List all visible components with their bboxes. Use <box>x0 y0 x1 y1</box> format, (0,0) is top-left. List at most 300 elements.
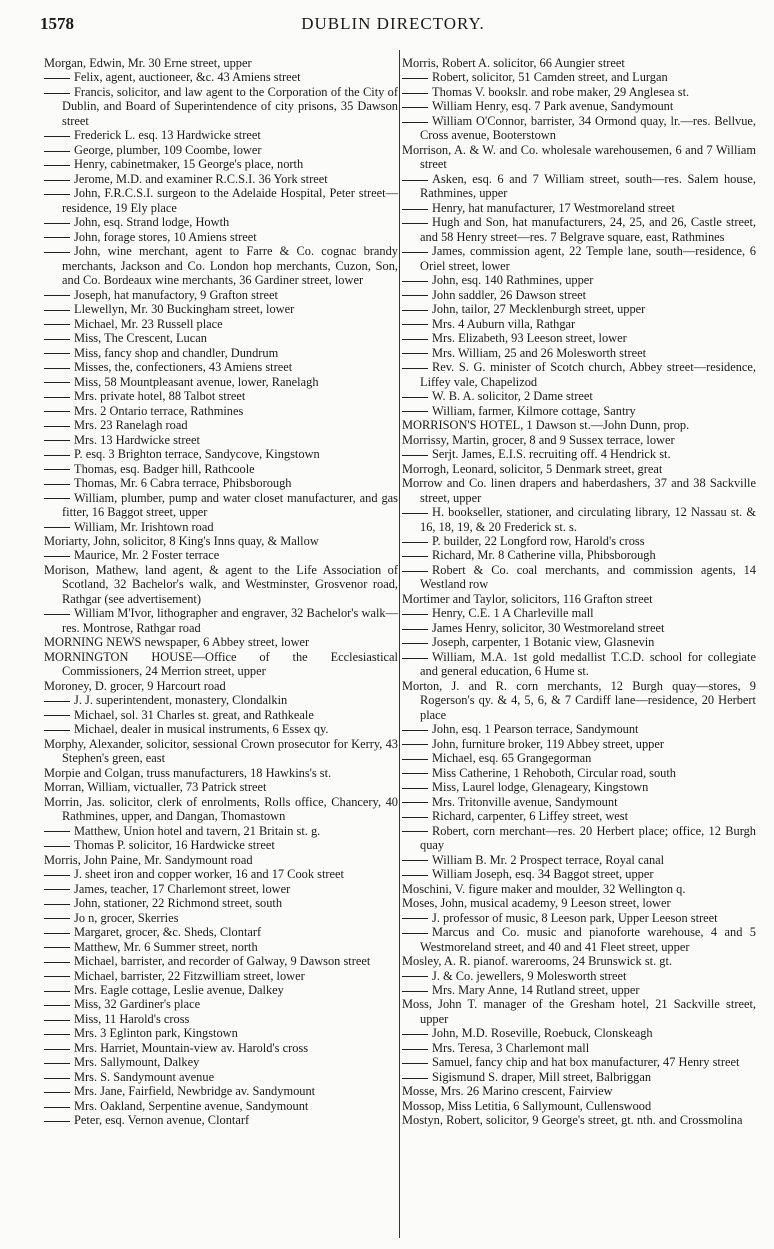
directory-entry <box>402 635 756 649</box>
ditto-dash <box>44 223 70 224</box>
entry-text: George, plumber, 109 Coombe, lower <box>74 142 262 157</box>
entry-text: Michael, barrister, and recorder of Galway, 9 Dawson street <box>74 954 371 969</box>
ditto-dash <box>402 281 428 282</box>
directory-entry <box>402 824 756 853</box>
entry-text: Morison, Mathew, land agent, & agent to the Life Association of Scotland, 32 Bachelor's walk, and Westminster, Grosvenor road, Rathgar (see advertisement) <box>44 562 398 606</box>
ditto-dash <box>402 252 428 253</box>
directory-entry <box>402 143 756 172</box>
ditto-dash <box>44 991 70 992</box>
directory-entry <box>44 824 398 838</box>
ditto-dash <box>402 122 428 123</box>
entry-text: John, forage stores, 10 Amiens street <box>74 229 257 244</box>
directory-entry <box>44 534 398 548</box>
entry-text: William Henry, esq. 7 Park avenue, Sandymount <box>432 99 674 114</box>
ditto-dash <box>402 730 428 731</box>
ditto-dash <box>402 209 428 210</box>
directory-entry <box>44 1070 398 1084</box>
entry-text: Morpie and Colgan, truss manufacturers, 18 Hawkins's st. <box>44 765 332 780</box>
entry-text: Rev. S. G. minister of Scotch church, Abbey street—residence, Liffey vale, Chapelizod <box>420 360 756 389</box>
ditto-dash <box>402 513 428 514</box>
directory-entry <box>402 85 756 99</box>
ditto-dash <box>402 107 428 108</box>
entry-text: P. builder, 22 Longford row, Harold's cross <box>432 533 645 548</box>
entry-text: J. & Co. jewellers, 9 Molesworth street <box>432 968 627 983</box>
ditto-dash <box>44 295 70 296</box>
ditto-dash <box>44 527 70 528</box>
entry-text: MORRISON'S HOTEL, 1 Dawson st.—John Dunn, prop. <box>402 418 690 433</box>
directory-entry <box>402 331 756 345</box>
entry-text: Matthew, Union hotel and tavern, 21 Britain st. g. <box>74 823 321 838</box>
directory-entry <box>44 244 398 287</box>
directory-entry <box>44 650 398 679</box>
entry-text: MORNINGTON HOUSE—Office of the Ecclesiastical Commissioners, 24 Merrion street, upper <box>44 649 398 679</box>
entry-text: Mrs. 2 Ontario terrace, Rathmines <box>74 403 244 418</box>
directory-entry <box>402 70 756 84</box>
directory-entry <box>402 1055 756 1069</box>
directory-entry <box>402 346 756 360</box>
directory-entry <box>402 548 756 562</box>
directory-entry <box>44 722 398 736</box>
ditto-dash <box>402 629 428 630</box>
entry-text: Margaret, grocer, &c. Sheds, Clontarf <box>74 925 262 940</box>
entry-text: Mrs. Harriet, Mountain-view av. Harold's cross <box>74 1040 309 1055</box>
entry-text: John saddler, 26 Dawson street <box>432 287 587 302</box>
entry-text: Moses, John, musical academy, 9 Leeson street, lower <box>402 896 671 911</box>
directory-entry <box>402 592 756 606</box>
entry-text: Miss, 58 Mountpleasant avenue, lower, Ranelagh <box>74 374 319 389</box>
directory-entry <box>402 722 756 736</box>
ditto-dash <box>402 933 428 934</box>
entry-text: J. sheet iron and copper worker, 16 and 17 Cook street <box>74 867 344 882</box>
directory-entry <box>44 708 398 722</box>
ditto-dash <box>402 542 428 543</box>
entry-text: Robert & Co. coal merchants, and commission agents, 14 Westland row <box>420 562 756 592</box>
entry-text: Henry, cabinetmaker, 15 George's place, north <box>74 157 304 172</box>
directory-entry <box>402 1084 756 1098</box>
entry-text: William O'Connor, barrister, 34 Ormond quay, lr.—res. Bellvue, Cross avenue, Booterstown <box>420 113 756 143</box>
directory-entry <box>402 882 756 896</box>
entry-text: Morris, Robert A. solicitor, 66 Aungier street <box>402 56 625 70</box>
entry-text: Mrs. 3 Eglinton park, Kingstown <box>74 1026 238 1041</box>
directory-entry <box>44 969 398 983</box>
entry-text: Marcus and Co. music and pianoforte warehouse, 4 and 5 Westmoreland street, and 40 and 41 Fleet street, upper <box>420 925 756 954</box>
directory-entry <box>44 1026 398 1040</box>
ditto-dash <box>44 846 70 847</box>
directory-entry <box>44 302 398 316</box>
column-divider <box>399 50 400 1238</box>
entry-text: Morgan, Edwin, Mr. 30 Erne street, upper <box>44 56 252 70</box>
ditto-dash <box>402 180 428 181</box>
directory-entry <box>402 215 756 244</box>
entry-text: William B. Mr. 2 Prospect terrace, Royal canal <box>432 852 665 867</box>
entry-text: Morrison, A. & W. and Co. wholesale warehousemen, 6 and 7 William street <box>402 142 756 172</box>
ditto-dash <box>402 1078 428 1079</box>
right-column <box>402 56 756 1128</box>
directory-entry <box>44 172 398 186</box>
ditto-dash <box>44 382 70 383</box>
directory-entry <box>44 404 398 418</box>
entry-text: Mortimer and Taylor, solicitors, 116 Grafton street <box>402 591 653 606</box>
directory-entry <box>44 56 398 70</box>
ditto-dash <box>44 411 70 412</box>
directory-entry <box>402 751 756 765</box>
directory-entry <box>402 172 756 201</box>
directory-entry <box>402 317 756 331</box>
ditto-dash <box>402 455 428 456</box>
ditto-dash <box>44 324 70 325</box>
ditto-dash <box>402 614 428 615</box>
entry-text: Richard, carpenter, 6 Liffey street, west <box>432 809 629 824</box>
directory-entry <box>402 534 756 548</box>
entry-text: Mosse, Mrs. 26 Marino crescent, Fairview <box>402 1084 613 1099</box>
ditto-dash <box>402 339 428 340</box>
directory-entry <box>44 360 398 374</box>
entry-text: W. B. A. solicitor, 2 Dame street <box>432 389 593 404</box>
directory-entry <box>402 925 756 954</box>
ditto-dash <box>44 715 70 716</box>
directory-entry <box>402 809 756 823</box>
entry-text: William, plumber, pump and water closet manufacturer, and gas fitter, 16 Baggot street, upper <box>62 490 398 520</box>
ditto-dash <box>44 397 70 398</box>
entry-text: J. professor of music, 8 Leeson park, Upper Leeson street <box>432 910 718 925</box>
entry-text: Mrs. 13 Hardwicke street <box>74 432 200 447</box>
entry-text: Llewellyn, Mr. 30 Buckingham street, lower <box>74 302 295 317</box>
directory-entry <box>44 896 398 910</box>
ditto-dash <box>44 440 70 441</box>
entry-text: Mrs. Eagle cottage, Leslie avenue, Dalkey <box>74 983 284 997</box>
ditto-dash <box>402 78 428 79</box>
ditto-dash <box>402 860 428 861</box>
ditto-dash <box>44 556 70 557</box>
directory-entry <box>402 56 756 70</box>
ditto-dash <box>44 237 70 238</box>
left-column <box>44 56 398 1128</box>
directory-entry <box>44 491 398 520</box>
ditto-dash <box>44 353 70 354</box>
ditto-dash <box>44 976 70 977</box>
entry-text: Thomas P. solicitor, 16 Hardwicke street <box>74 838 275 853</box>
entry-text: Michael, esq. 65 Grangegorman <box>432 751 592 766</box>
ditto-dash <box>44 78 70 79</box>
directory-entry <box>402 273 756 287</box>
ditto-dash <box>44 165 70 166</box>
ditto-dash <box>44 93 70 94</box>
ditto-dash <box>402 353 428 354</box>
ditto-dash <box>44 339 70 340</box>
ditto-dash <box>44 498 70 499</box>
directory-entry <box>402 302 756 316</box>
directory-entry <box>44 288 398 302</box>
entry-text: Morrogh, Leonard, solicitor, 5 Denmark street, great <box>402 461 663 476</box>
entry-text: Peter, esq. Vernon avenue, Clontarf <box>74 1113 250 1128</box>
entry-text: Henry, C.E. 1 A Charleville mall <box>432 606 594 621</box>
directory-entry <box>44 940 398 954</box>
directory-entry <box>44 186 398 215</box>
directory-entry <box>402 99 756 113</box>
directory-entry <box>44 462 398 476</box>
directory-entry <box>44 70 398 84</box>
directory-entry <box>44 882 398 896</box>
directory-entry <box>44 954 398 968</box>
entry-text: Joseph, carpenter, 1 Botanic view, Glasnevin <box>432 635 655 650</box>
entry-text: Morton, J. and R. corn merchants, 12 Burgh quay—stores, 9 Rogerson's qy. & 4, 5, 6, & 7 Cardiff lane—residence, 20 Herbert place <box>402 678 756 722</box>
ditto-dash <box>44 933 70 934</box>
directory-entry <box>402 780 756 794</box>
entry-text: H. bookseller, stationer, and circulating library, 12 Nassau st. & 16, 18, 19, & 20 Frederick st. s. <box>420 505 756 534</box>
ditto-dash <box>44 1005 70 1006</box>
ditto-dash <box>44 875 70 876</box>
directory-entry <box>402 867 756 881</box>
directory-entry <box>44 1084 398 1098</box>
entry-text: Mrs. Mary Anne, 14 Rutland street, upper <box>432 983 640 997</box>
directory-entry <box>402 360 756 389</box>
directory-entry <box>44 128 398 142</box>
entry-text: James, teacher, 17 Charlemont street, lower <box>74 881 291 896</box>
ditto-dash <box>44 962 70 963</box>
directory-entry <box>44 1055 398 1069</box>
entry-text: Mrs. S. Sandymount avenue <box>74 1069 215 1084</box>
directory-entry <box>44 215 398 229</box>
entry-text: Sigismund S. draper, Mill street, Balbriggan <box>432 1069 652 1084</box>
ditto-dash <box>44 889 70 890</box>
ditto-dash <box>44 469 70 470</box>
entry-text: Mrs. Oakland, Serpentine avenue, Sandymount <box>74 1098 309 1113</box>
directory-entry <box>44 433 398 447</box>
directory-entry <box>44 331 398 345</box>
entry-text: John, stationer, 22 Richmond street, south <box>74 896 283 911</box>
entry-text: John, wine merchant, agent to Farre & Co. cognac brandy merchants, Jackson and Co. London hop merchants, Cuzon, Son, and Co. Bordeaux wine merchants, 36 Gardiner street, lower <box>62 244 398 288</box>
directory-entry <box>402 737 756 751</box>
ditto-dash <box>44 455 70 456</box>
directory-entry <box>402 606 756 620</box>
entry-text: Michael, Mr. 23 Russell place <box>74 316 223 331</box>
entry-text: William, farmer, Kilmore cottage, Santry <box>432 403 636 418</box>
ditto-dash <box>44 180 70 181</box>
directory-entry <box>44 418 398 432</box>
ditto-dash <box>402 918 428 919</box>
ditto-dash <box>402 223 428 224</box>
directory-entry <box>402 462 756 476</box>
directory-entry <box>402 563 756 592</box>
ditto-dash <box>402 295 428 296</box>
directory-entry <box>402 1041 756 1055</box>
ditto-dash <box>402 1034 428 1035</box>
entry-text: Miss, The Crescent, Lucan <box>74 331 207 346</box>
entry-text: William, Mr. Irishtown road <box>74 519 214 534</box>
directory-entry <box>44 780 398 794</box>
directory-entry <box>44 1113 398 1127</box>
directory-entry <box>44 520 398 534</box>
entry-text: John, tailor, 27 Mecklenburgh street, upper <box>432 302 646 317</box>
directory-entry <box>402 795 756 809</box>
directory-entry <box>402 404 756 418</box>
ditto-dash <box>402 411 428 412</box>
ditto-dash <box>44 151 70 152</box>
entry-text: Mrs. Jane, Fairfield, Newbridge av. Sandymount <box>74 1084 316 1099</box>
directory-entry <box>402 1070 756 1084</box>
directory-entry <box>44 838 398 852</box>
directory-entry <box>44 925 398 939</box>
entry-text: Thomas V. bookslr. and robe maker, 29 Anglesea st. <box>432 84 690 99</box>
directory-entry <box>402 418 756 432</box>
directory-entry <box>402 433 756 447</box>
entry-text: William Joseph, esq. 34 Baggot street, upper <box>432 867 654 882</box>
entry-text: Joseph, hat manufactory, 9 Grafton street <box>74 287 278 302</box>
directory-entry <box>402 476 756 505</box>
ditto-dash <box>44 1034 70 1035</box>
ditto-dash <box>44 904 70 905</box>
ditto-dash <box>44 730 70 731</box>
directory-entry <box>44 230 398 244</box>
entry-text: John, M.D. Roseville, Roebuck, Clonskeagh <box>432 1026 653 1041</box>
ditto-dash <box>44 701 70 702</box>
directory-entry <box>402 1113 756 1127</box>
directory-entry <box>402 621 756 635</box>
ditto-dash <box>44 426 70 427</box>
directory-entry <box>402 896 756 910</box>
directory-entry <box>44 693 398 707</box>
entry-text: Matthew, Mr. 6 Summer street, north <box>74 939 258 954</box>
ditto-dash <box>44 252 70 253</box>
entry-text: Mrs. 4 Auburn villa, Rathgar <box>432 316 576 331</box>
entry-text: Miss, 11 Harold's cross <box>74 1011 190 1026</box>
entry-text: Mossop, Miss Letitia, 6 Sallymount, Cullenswood <box>402 1098 652 1113</box>
directory-entry <box>402 244 756 273</box>
entry-text: Michael, sol. 31 Charles st. great, and Rathkeale <box>74 707 314 722</box>
entry-text: John, esq. 1 Pearson terrace, Sandymount <box>432 722 639 737</box>
directory-entry <box>44 911 398 925</box>
entry-text: James Henry, solicitor, 30 Westmoreland street <box>432 620 665 635</box>
page-header <box>40 14 746 40</box>
entry-text: Morris, John Paine, Mr. Sandymount road <box>44 852 253 867</box>
entry-text: Miss, Laurel lodge, Glenageary, Kingstown <box>432 780 649 795</box>
entry-text: Serjt. James, E.I.S. recruiting off. 4 Hendrick st. <box>432 447 671 462</box>
ditto-dash <box>402 802 428 803</box>
directory-entry <box>44 606 398 635</box>
ditto-dash <box>402 1049 428 1050</box>
entry-text: Mrs. Tritonville avenue, Sandymount <box>432 794 618 809</box>
directory-entry <box>44 317 398 331</box>
directory-entry <box>44 85 398 128</box>
directory-entry <box>44 157 398 171</box>
page-number: 1578 <box>40 14 74 33</box>
directory-entry <box>402 983 756 997</box>
directory-entry <box>44 476 398 490</box>
ditto-dash <box>44 614 70 615</box>
ditto-dash <box>44 918 70 919</box>
ditto-dash <box>402 976 428 977</box>
directory-entry <box>44 1041 398 1055</box>
directory-entry <box>402 201 756 215</box>
entry-text: J. J. superintendent, monastery, Clondalkin <box>74 693 288 708</box>
entry-text: Moss, John T. manager of the Gresham hotel, 21 Sackville street, upper <box>402 997 756 1026</box>
entry-text: Richard, Mr. 8 Catherine villa, Phibsborough <box>432 548 656 563</box>
ditto-dash <box>44 1020 70 1021</box>
entry-text: Asken, esq. 6 and 7 William street, south—res. Salem house, Rathmines, upper <box>420 171 756 201</box>
directory-entry <box>44 983 398 997</box>
entry-text: Francis, solicitor, and law agent to the Corporation of the City of Dublin, and Board of Superintendence of city prisons, 35 Dawson street <box>62 84 398 128</box>
directory-entry <box>44 447 398 461</box>
entry-text: Miss, 32 Gardiner's place <box>74 997 201 1012</box>
ditto-dash <box>402 788 428 789</box>
ditto-dash <box>402 1063 428 1064</box>
ditto-dash <box>402 831 428 832</box>
ditto-dash <box>44 484 70 485</box>
entry-text: Mostyn, Robert, solicitor, 9 George's street, gt. nth. and Crossmolina <box>402 1113 743 1128</box>
entry-text: Morphy, Alexander, solicitor, sessional Crown prosecutor for Kerry, 43 Stephen's green, east <box>44 736 398 766</box>
ditto-dash <box>402 744 428 745</box>
entry-text: Mrs. Sallymount, Dalkey <box>74 1055 200 1070</box>
directory-entry <box>402 911 756 925</box>
directory-entry <box>402 1099 756 1113</box>
ditto-dash <box>402 773 428 774</box>
ditto-dash <box>44 1078 70 1079</box>
directory-entry <box>402 650 756 679</box>
ditto-dash <box>402 310 428 311</box>
directory-entry <box>402 288 756 302</box>
ditto-dash <box>44 310 70 311</box>
entry-text: Moriarty, John, solicitor, 8 King's Inns quay, & Mallow <box>44 533 319 548</box>
directory-entry <box>44 346 398 360</box>
directory-entry <box>402 954 756 968</box>
directory-entry <box>44 997 398 1011</box>
directory-entry <box>44 867 398 881</box>
ditto-dash <box>402 93 428 94</box>
directory-entry <box>44 375 398 389</box>
entry-text: Robert, corn merchant—res. 20 Herbert place; office, 12 Burgh quay <box>420 823 756 853</box>
entry-text: Frederick L. esq. 13 Hardwicke street <box>74 128 261 143</box>
ditto-dash <box>402 658 428 659</box>
ditto-dash <box>44 1049 70 1050</box>
entry-text: Mrs. Teresa, 3 Charlemont mall <box>432 1040 590 1055</box>
directory-entry <box>44 635 398 649</box>
directory-entry <box>402 997 756 1026</box>
entry-text: John, esq. 140 Rathmines, upper <box>432 273 594 288</box>
ditto-dash <box>402 368 428 369</box>
directory-entry <box>402 389 756 403</box>
entry-text: Morrin, Jas. solicitor, clerk of enrolments, Rolls office, Chancery, 40 Rathmines, upper, and Dangan, Thomastown <box>44 794 398 824</box>
entry-text: P. esq. 3 Brighton terrace, Sandycove, Kingstown <box>74 447 320 462</box>
entry-text: Felix, agent, auctioneer, &c. 43 Amiens street <box>74 70 301 85</box>
entry-text: MORNING NEWS newspaper, 6 Abbey street, lower <box>44 635 310 650</box>
ditto-dash <box>44 368 70 369</box>
ditto-dash <box>402 556 428 557</box>
directory-entry <box>402 679 756 722</box>
entry-text: Miss, fancy shop and chandler, Dundrum <box>74 345 279 360</box>
entry-text: Jerome, M.D. and examiner R.C.S.I. 36 York street <box>74 171 328 186</box>
directory-entry <box>44 795 398 824</box>
ditto-dash <box>402 397 428 398</box>
directory-entry <box>402 505 756 534</box>
entry-text: Moschini, V. figure maker and moulder, 32 Wellington q. <box>402 881 686 896</box>
entry-text: Michael, dealer in musical instruments, 6 Essex qy. <box>74 722 329 737</box>
ditto-dash <box>402 759 428 760</box>
directory-entry <box>402 1026 756 1040</box>
entry-text: Moroney, D. grocer, 9 Harcourt road <box>44 678 226 693</box>
directory-entry <box>44 853 398 867</box>
entry-text: Morran, William, victualler, 73 Patrick street <box>44 780 267 795</box>
entry-text: Mrs. 23 Ranelagh road <box>74 418 188 433</box>
entry-text: John, esq. Strand lodge, Howth <box>74 215 230 230</box>
ditto-dash <box>44 947 70 948</box>
entry-text: James, commission agent, 22 Temple lane, south—residence, 6 Oriel street, lower <box>420 244 756 273</box>
directory-entry <box>44 766 398 780</box>
ditto-dash <box>402 991 428 992</box>
ditto-dash <box>44 831 70 832</box>
directory-entry <box>44 389 398 403</box>
entry-text: William, M.A. 1st gold medallist T.C.D. school for collegiate and general education, 6 Hume st. <box>420 649 756 679</box>
ditto-dash <box>402 817 428 818</box>
